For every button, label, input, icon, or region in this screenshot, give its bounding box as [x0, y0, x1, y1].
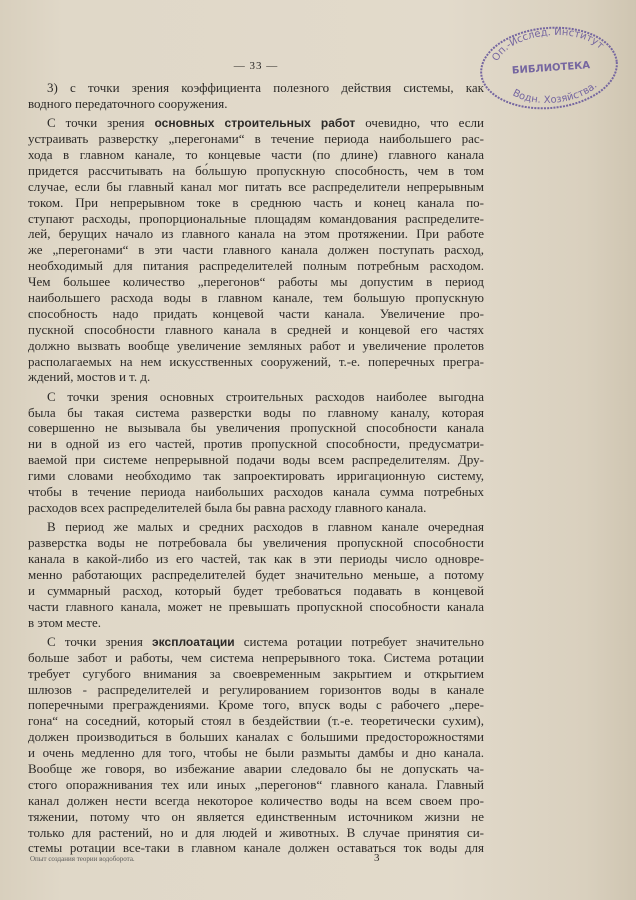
text-line: 3) с точки зрения коэффициента полезного действия системы, как	[47, 80, 484, 95]
text-line	[28, 634, 484, 650]
text-line: и очень медленно для того, чтобы не были размыты дамбы и дно канала.	[28, 745, 484, 761]
text-segment: очевидно, что если	[355, 115, 484, 131]
text-line: должен производиться в больших каналах с большими предосторожностями	[28, 729, 484, 745]
text-line	[28, 115, 484, 131]
text-line: гими словами необходимо так запроектировать ирригационную систему,	[28, 468, 484, 484]
text-line: Вообще же говоря, во избежание аварии следовало бы не допускать ча-	[28, 760, 484, 776]
text-line: необходимый для питания распределителей полным потребным расходом.	[28, 258, 484, 274]
text-line: током. При непрерывном токе в среднюю часть и конец канала по-	[28, 194, 484, 210]
paragraph	[28, 634, 484, 856]
text-line: ни в одной из его частей, против пропускной способности, предусматри-	[28, 436, 484, 452]
paragraph	[28, 389, 484, 516]
text-line: стемы ротации все-таки в главном канале должен оставаться ток воды для	[28, 840, 484, 856]
paragraph	[28, 115, 484, 385]
text-line: В период же малых и средних расходов в главном канале очередная	[47, 519, 484, 535]
text-line: ждений, мостов и т. д.	[28, 369, 151, 385]
paragraph	[28, 519, 484, 630]
text-line: чтобы в течение периода наибольших расходов канала сумма потребных	[28, 484, 484, 500]
signature-mark: 3	[374, 852, 380, 864]
text-line: поперечными преграждениями. Кроме того, впуск воды с рабочего „пере-	[28, 697, 484, 713]
text-line: С точки зрения основных строительных расходов наиболее выгодна	[47, 388, 484, 404]
text-line: лей, берущих начало из главного канала на этом протяжении. При работе	[28, 226, 484, 242]
text-line: разверстка воды не потребовала бы увеличения пропускной способности	[28, 535, 484, 551]
text-line: требует сугубого внимания за своевременным закрытием и открытием	[28, 665, 484, 681]
document-body	[28, 80, 484, 856]
emphasized-term: основных строительных работ	[154, 116, 356, 131]
text-line: случае, если бы главный канал мог питать все распределители непрерывным	[28, 178, 484, 194]
text-line: способность надо придать концевой части канала. Увеличение про-	[28, 305, 484, 321]
stamp-top-text	[488, 24, 607, 64]
stamp-top-path: Оп.-Исслед. Институт	[490, 26, 606, 64]
text-line: совершенно не вызывала бы увеличения пропускной способности канала	[28, 420, 484, 436]
text-line: менно работающих распределителей будет значительно меньше, а потому	[28, 566, 484, 582]
text-line: расходов всех распределителей была бы равна расходу главного канала.	[28, 499, 427, 515]
text-line: наибольшего расхода воды в главном канале, тем большую пропускную	[28, 289, 484, 305]
paragraph	[28, 80, 484, 112]
page-number: — 33 —	[233, 60, 279, 72]
text-line: и суммарный расход, который будет требоваться подавать в концевой	[28, 582, 484, 598]
text-line: хода в главном канале, то концевые части (по длине) главного канала	[28, 146, 484, 162]
text-line: должно вызвать вообще увеличение земляных работ и увеличение пролетов	[28, 337, 484, 353]
text-line: канала в какой-либо из его частей, так как в эти периоды число одновре-	[28, 551, 484, 566]
stamp-bottom-text	[510, 80, 601, 110]
library-stamp	[478, 24, 620, 110]
text-line: пускной способности главного канала в средней и концевой его частях	[28, 321, 484, 337]
text-line: гона“ на соседний, который стоял в бездействии (т.-е. теоретически сухим),	[28, 713, 484, 729]
text-line: же „перегонами“ в эти части главного канала должен поступать расход,	[28, 242, 484, 258]
text-line: водного передаточного сооружения.	[28, 95, 228, 111]
text-segment: система ротации потребует значительно	[234, 633, 484, 649]
text-line: устраивать разверстку „перегонами“ в течение периода наибольшего рас-	[28, 131, 484, 147]
text-line: стого опоражнивания тех или иных „перегонов“ главного канала. Главный	[28, 776, 484, 792]
text-line: придется рассчитывать на бо́льшую пропускную способность, чем в том	[28, 162, 484, 178]
text-line: ступают расходы, пропорциональные площадям командования распределите-	[28, 210, 484, 226]
text-line: только для растений, но и для людей и животных. В случае принятия си-	[28, 824, 484, 840]
emphasized-term: эксплоатации	[152, 634, 235, 649]
text-segment: С точки зрения	[47, 115, 155, 131]
stamp-bottom-path: Водн. Хозяйства.	[510, 80, 600, 106]
text-line: больше забот и работы, чем система непрерывного тока. Система ротации	[28, 649, 484, 665]
text-line: части главного канала, может не превышать пропускной способности канала	[28, 598, 484, 614]
footer-title: Опыт создания теории водоборота.	[30, 855, 135, 863]
text-line: располагаемых на нем искусственных сооружений, т.-е. поперечных прегра-	[28, 353, 484, 369]
text-segment: С точки зрения	[47, 633, 153, 649]
text-line: тяжении, потому что он является единственным источником жизни не	[28, 808, 484, 824]
stamp-middle-text: БИБЛИОТЕКА	[511, 60, 591, 77]
text-line: канал должен нести всегда некоторое количество воды на всем своем про-	[28, 792, 484, 808]
text-line: шлюзов - распределителей и регулированием горизонтов воды в канале	[28, 681, 484, 697]
text-line: Чем большее количество „перегонов“ работы мы допустим в период	[28, 274, 484, 290]
text-line: была бы такая система разверстки воды по главному каналу, которая	[28, 404, 484, 420]
text-line: в этом месте.	[28, 614, 101, 630]
text-line: ваемой при системе непрерывной подачи воды всем распределителям. Дру-	[28, 452, 484, 468]
